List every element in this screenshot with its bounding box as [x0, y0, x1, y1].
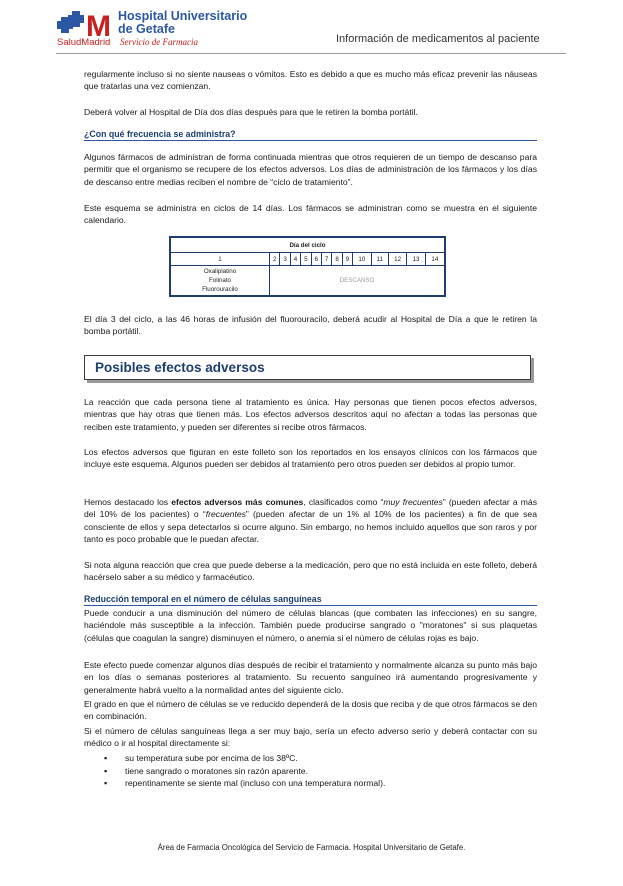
emphasis-common-effects: efectos adversos más comunes [171, 497, 304, 507]
day-cell: 7 [321, 253, 331, 266]
header-divider [56, 53, 566, 54]
day-cell: 3 [280, 253, 290, 266]
day-cell: 4 [290, 253, 300, 266]
logo-letter: M [86, 10, 111, 41]
section-title: Posibles efectos adversos [95, 360, 265, 375]
servicio-farmacia-label: Servicio de Farmacia [120, 37, 198, 47]
day-cell: 11 [371, 253, 388, 266]
frequency-heading: ¿Con qué frecuencia se administra? [84, 129, 537, 141]
warning-bullet-list [104, 752, 385, 790]
list-item: ▪ su temperatura sube por encima de los 38ºC. [104, 752, 385, 765]
frequency-paragraph-1: Algunos fármacos de administran de forma continuada mientras que otros requieren de un tiempo de descanso para permitir que el organismo se recupere de los efectos adversos. Los días de administración de los fármacos y los días de descanso entre medias reciben el nombre de “ciclo de tratamiento”. [84, 152, 537, 187]
list-item: ▪ tiene sangrado o moratones sin razón aparente. [104, 765, 385, 778]
page-footer: Área de Farmacia Oncológica del Servicio de Farmacia. Hospital Universitario de Getafe. [157, 843, 466, 852]
blood-cells-heading: Reducción temporal en el número de células sanguíneas [84, 594, 537, 606]
day-cell: 1 [170, 253, 270, 266]
list-item: ▪ repentinamente se siente mal (incluso con una temperatura normal). [104, 777, 385, 790]
day-cell: 12 [388, 253, 406, 266]
cycle-calendar-table [169, 236, 446, 297]
table-day-row [170, 253, 445, 266]
text-run: ” (pueden afectar de un 1% al 10% de los pacientes) a fin de que sea consciente de ellos y sepa detectarlos si ocurre alguno. Sin embargo, no hemos incluido aquellos que son raros y por tanto es poco probable que le puedan afectar. [84, 509, 537, 544]
emphasis-very-frequent: muy frecuentes [383, 497, 443, 507]
intro-paragraph-2: Deberá volver al Hospital de Día dos días después para que le retiren la bomba portátil. [84, 107, 418, 117]
day-cell: 8 [332, 253, 342, 266]
text-run: , clasificados como “ [303, 497, 384, 507]
blood-paragraph-2: Este efecto puede comenzar algunos días después de recibir el tratamiento y normalmente alcanza su punto más bajo en los días o semanas posteriores al tratamiento. Su recuento sanguíneo irá aumentando progresivamente y generalmente habrá vuelto a la normalidad antes del siguiente ciclo. [84, 660, 537, 695]
section-title-box [84, 355, 531, 380]
salud-madrid-label: SaludMadrid [57, 37, 111, 48]
drug-name: Oxaliplatino [203, 268, 237, 275]
day-cell: 10 [353, 253, 371, 266]
frequency-paragraph-3: El día 3 del ciclo, a las 46 horas de infusión del fluorouracilo, deberá acudir al Hospital de Día a que le retiren la bomba portátil. [84, 314, 537, 337]
day-cell: 5 [301, 253, 311, 266]
day-cell: 13 [407, 253, 425, 266]
blood-paragraph-1: Puede conducir a una disminución del número de células blancas (que combaten las infecciones) en su sangre, haciéndole más susceptible a la infección. También puede producirse sangrado o "moratones" si sus plaquetas (células que coagulan la sangre) disminuyen el número, o anemia si el número de células rojas es bajo. [84, 608, 537, 643]
effects-paragraph-2: Los efectos adversos que figuran en este folleto son los reportados en los ensayos clínicos con los fármacos que incluye este esquema. Algunos pueden ser debidos al tratamiento pero otros pueden ser debidos al propio tumor. [84, 447, 537, 470]
hospital-name: Hospital Universitario de Getafe [118, 9, 248, 36]
effects-paragraph-3 [84, 496, 537, 545]
text-run: Hemos destacado los [84, 497, 172, 507]
table-drug-row [170, 266, 445, 297]
day-cell: 2 [270, 253, 280, 266]
text-run: ” (pueden afectar a más del 10% de los pacientes) o “ [84, 497, 537, 520]
blood-paragraph-4: Si el número de células sanguíneas llega a ser muy bajo, sería un efecto adverso serio y deberá contactar con su médico o ir al hospital directamente si: [84, 726, 537, 749]
table-title: Día del ciclo [170, 237, 445, 253]
day-cell: 14 [425, 253, 445, 266]
effects-paragraph-4: Si nota alguna reacción que crea que puede deberse a la medicación, pero que no está incluida en este folleto, deberá hacérselo saber a su médico y farmacéutico. [84, 560, 537, 583]
frequency-paragraph-2: Este esquema se administra en ciclos de 14 días. Los fármacos se administran como se muestra en el siguiente calendario. [84, 203, 537, 226]
day-cell: 9 [342, 253, 352, 266]
blood-paragraph-3: El grado en que el número de células se ve reducido dependerá de la dosis que reciba y de que otros fármacos se den en combinación. [84, 699, 537, 722]
effects-paragraph-1: La reacción que cada persona tiene al tratamiento es única. Hay personas que tienen pocos efectos adversos, mientras que hay otras que tienen más. Los efectos adversos descritos aquí no afectan a todas las personas que reciben este tratamiento, y pueden ser diferentes si recibe otros fármacos. [84, 397, 537, 432]
header-title: Información de medicamentos al paciente [336, 33, 540, 45]
rest-period-cell: DESCANSO [270, 266, 446, 297]
drug-name: Fluorouracilo [202, 286, 238, 293]
day-cell: 6 [311, 253, 321, 266]
drug-list-cell [170, 266, 270, 297]
drug-name: Folinato [208, 277, 231, 284]
emphasis-frequent: frecuentes [205, 509, 246, 520]
intro-paragraph-1: regularmente incluso si no siente nauseas o vómitos. Esto es debido a que es mucho más eficaz prevenir las náuseas que tratarlas una vez comienzan. [84, 69, 537, 92]
